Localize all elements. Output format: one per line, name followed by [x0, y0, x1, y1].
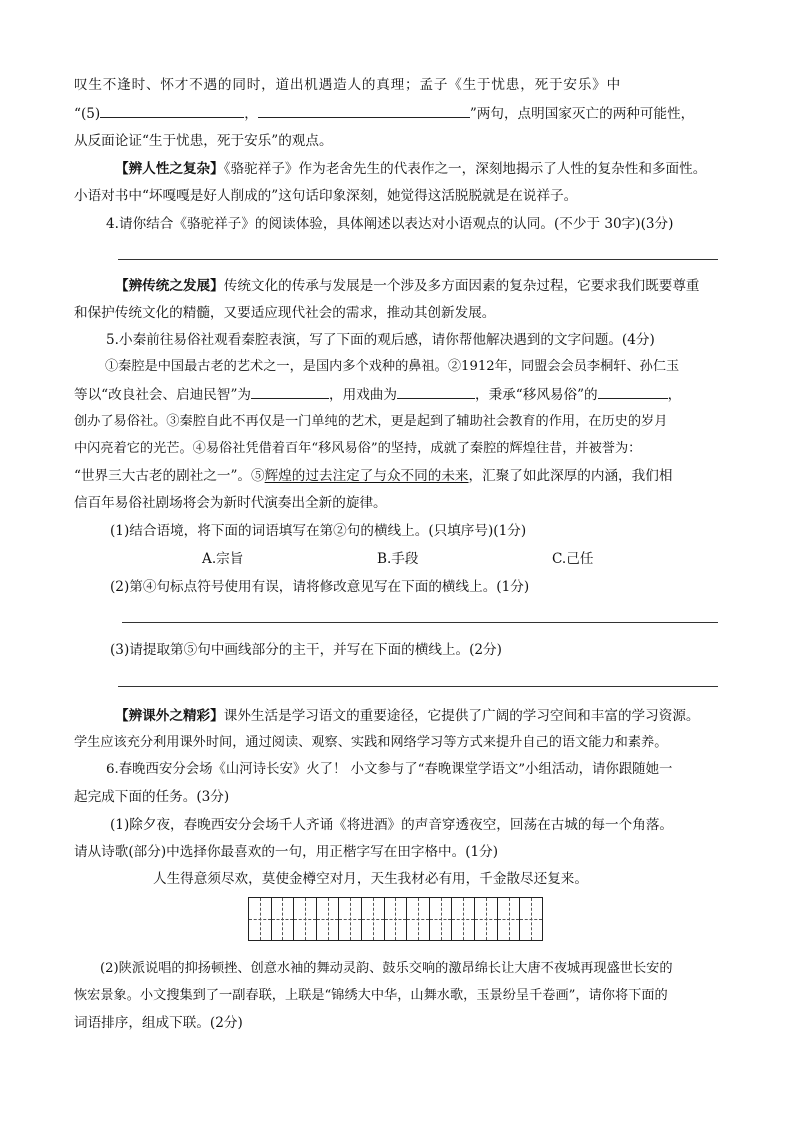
tianzige-cell[interactable]	[294, 898, 317, 940]
tianzige-cell[interactable]	[317, 898, 340, 940]
tianzige-cell[interactable]	[430, 898, 453, 940]
text-line: 起完成下面的任务。(3分)	[74, 789, 230, 805]
sub-question-2: (2)陕派说唱的抑扬顿挫、创意水袖的舞动灵韵、鼓乐交响的激昂绵长让大唐不夜城再现盛世长安的	[100, 961, 673, 976]
option-c: C.己任	[552, 551, 594, 567]
text-line: 请从诗歌(部分)中选择你最喜欢的一句，用正楷字写在田字格中。(1分)	[74, 844, 499, 860]
answer-blank[interactable]	[258, 103, 470, 118]
tianzige-cell[interactable]	[520, 898, 542, 940]
sub-question-1: (1)结合语境，将下面的词语填写在第②句的横线上。(只填序号)(1分)	[110, 523, 527, 539]
sub-question-1: (1)除夕夜，春晚西安分会场千人齐诵《将进酒》的声音穿透夜空，回荡在古城的每一个角落。	[110, 817, 674, 833]
tianzige-cell[interactable]	[498, 898, 521, 940]
question-6: 6.春晚西安分会场《山河诗长安》火了！ 小文参与了“春晚课堂学语文”小组活动，请你跟随她一	[106, 762, 673, 777]
text-fragment: ，用戏曲为	[329, 387, 397, 403]
option-a: A.宗旨	[202, 551, 244, 567]
text-line: 学生应该充分利用课外时间，通过阅读、观察、实践和网络学习等方式来提升自己的语文能力和素养。	[74, 735, 668, 750]
fill-in-line	[74, 384, 681, 405]
answer-blank[interactable]	[251, 384, 329, 399]
tianzige-cell[interactable]	[362, 898, 385, 940]
tianzige-cell[interactable]	[475, 898, 498, 940]
passage-line-underlined	[74, 466, 672, 486]
section-tag: 【辨人性之复杂】	[115, 161, 224, 177]
text-line: 恢宏景象。小文搜集到了一副春联，上联是“锦绣大中华，山舞水歌，玉景纷呈千卷画”，请你将下面的	[74, 988, 668, 1003]
question-5: 5.小秦前往易俗社观看秦腔表演，写了下面的观后感，请你帮他解决遇到的文字问题。(4分)	[106, 332, 655, 348]
section-tag: 【辨课外之精彩】	[115, 708, 224, 724]
text-fragment: 等以“改良社会、启迪民智”为	[74, 387, 252, 403]
answer-line[interactable]	[118, 259, 718, 260]
text-fragment: ，汇聚了如此深厚的内涵，我们相	[468, 468, 673, 484]
passage-line: 中闪亮着它的光芒。④易俗社凭借着百年“移风易俗”的坚持，成就了秦腔的辉煌往昔，并被誉为：	[74, 441, 642, 456]
tianzige-grid[interactable]	[248, 897, 543, 941]
passage-line: 创办了易俗社。③秦腔自此不再仅是一门单纯的艺术，更是起到了辅助社会教育的作用，在历史的岁月	[74, 414, 668, 429]
text-line: 小语对书中“坏嘎嘎是好人削成的”这句话印象深刻，她觉得这活脱脱就是在说祥子。	[74, 188, 578, 204]
text-line: 从反面论证“生于忧患，死于安乐”的观点。	[74, 133, 333, 149]
tianzige-cell[interactable]	[407, 898, 430, 940]
tianzige-cell[interactable]	[339, 898, 362, 940]
passage-line: ①秦腔是中国最古老的艺术之一，是国内多个戏种的鼻祖。②1912年，同盟会会员李桐轩、孙仁玉	[105, 359, 680, 374]
question-4: 4.请你结合《骆驼祥子》的阅读体验，具体阐述以表达对小语观点的认同。(不少于 30字)(3分)	[106, 216, 674, 232]
option-b: B.手段	[377, 551, 419, 567]
answer-blank[interactable]	[397, 384, 475, 399]
answer-blank[interactable]	[598, 384, 668, 399]
tianzige-cell[interactable]	[249, 898, 272, 940]
section-tag: 【辨传统之发展】	[115, 278, 224, 294]
text-line: 词语排序，组成下联。(2分)	[74, 1015, 243, 1031]
text-fragment: ，	[244, 106, 258, 122]
poem-line: 人生得意须尽欢，莫使金樽空对月，天生我材必有用，千金散尽还复来。	[153, 871, 588, 887]
text-fragment: ”两句，点明国家灭亡的两种可能性，	[469, 106, 695, 122]
section-chuantong-line	[115, 276, 700, 296]
sub-question-3: (3)请提取第⑤句中画线部分的主干，并写在下面的横线上。(2分)	[110, 642, 502, 658]
text-line: 叹生不逢时、怀才不遇的同时，道出机遇造人的真理；孟子《生于忧患，死于安乐》中	[74, 77, 621, 93]
passage-line: 信百年易俗社剧场将会为新时代演奏出全新的旋律。	[74, 495, 387, 511]
tianzige-cell[interactable]	[272, 898, 295, 940]
section-kewai-line	[115, 706, 700, 726]
text-fragment: 传统文化的传承与发展是一个涉及多方面因素的复杂过程，它要求我们既要尊重	[223, 278, 700, 294]
answer-line[interactable]	[118, 686, 718, 687]
tianzige-cell[interactable]	[452, 898, 475, 940]
text-fragment: ，秉承“移风易俗”的	[475, 387, 598, 403]
section-renxing-line	[115, 159, 706, 179]
underlined-sentence: 辉煌的过去注定了与众不同的未来	[264, 468, 469, 484]
text-fragment: ，	[667, 387, 682, 403]
fill-in-line	[74, 103, 694, 124]
text-fragment: 课外生活是学习语文的重要途径，它提供了广阔的学习空间和丰富的学习资源。	[223, 708, 700, 724]
sub-question-2: (2)第④句标点符号使用有误，请将修改意见写在下面的横线上。(1分)	[110, 579, 530, 595]
tianzige-cell[interactable]	[385, 898, 408, 940]
answer-line[interactable]	[122, 622, 718, 623]
text-line: 和保护传统文化的精髓，又要适应现代社会的需求，推动其创新发展。	[74, 305, 496, 321]
text-fragment: “(5)	[74, 106, 101, 122]
text-fragment: “世界三大古老的剧社之一”。⑤	[74, 468, 265, 484]
answer-blank[interactable]	[100, 103, 244, 118]
text-fragment: 《骆驼祥子》作为老舍先生的代表作之一，深刻地揭示了人性的复杂性和多面性。	[223, 161, 707, 177]
